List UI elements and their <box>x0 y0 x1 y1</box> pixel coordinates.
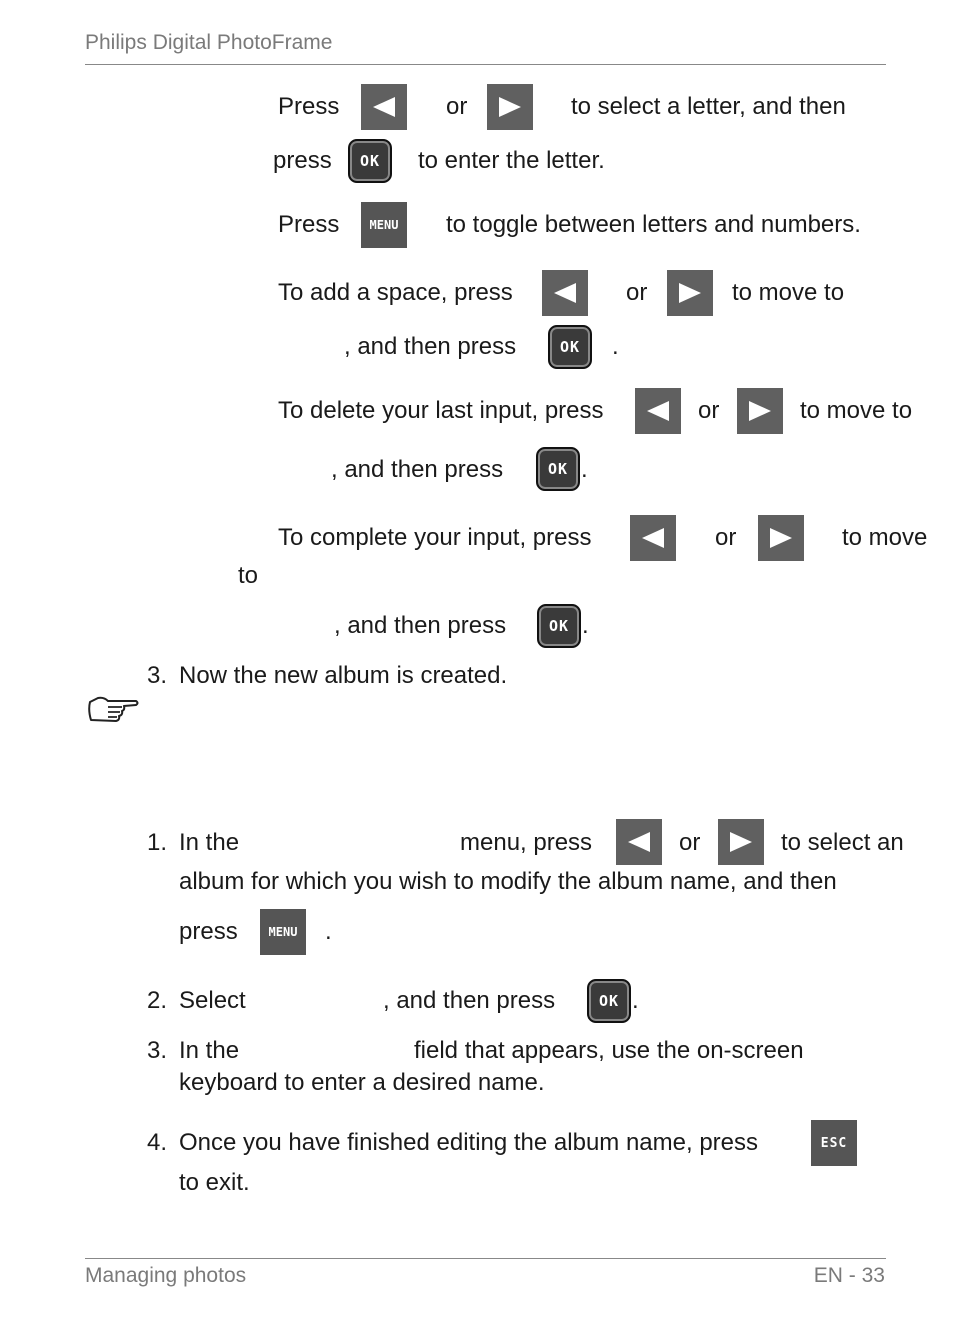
text: keyboard to enter a desired name. <box>179 1069 545 1096</box>
text: album for which you wish to modify the album name, and then <box>179 868 837 895</box>
ok-key: OK <box>548 325 592 369</box>
text: to move <box>842 524 928 551</box>
text: to exit. <box>179 1169 250 1196</box>
text: to toggle between letters and numbers. <box>446 211 861 238</box>
text: to select an <box>781 829 904 856</box>
text: . <box>325 918 332 945</box>
pointing-hand-icon <box>86 694 140 724</box>
footer-rule <box>85 1258 886 1259</box>
left-arrow-key <box>635 388 681 434</box>
running-header: Philips Digital PhotoFrame <box>85 31 333 54</box>
text: press <box>179 918 238 945</box>
text: In the <box>179 1037 240 1064</box>
left-arrow-key <box>616 819 662 865</box>
text: , and then press <box>383 987 556 1014</box>
text: to enter the letter. <box>418 147 605 174</box>
menu-key: MENU <box>260 909 306 955</box>
ok-key: OK <box>536 447 580 491</box>
right-arrow-key <box>758 515 804 561</box>
text: Select <box>179 987 246 1014</box>
list-number: 2. <box>147 987 168 1014</box>
text: To delete your last input, press <box>278 397 604 424</box>
list-number: 1. <box>147 829 168 856</box>
text: press <box>273 147 332 174</box>
text: or <box>446 93 468 120</box>
text: to <box>238 562 259 589</box>
left-arrow-key <box>542 270 588 316</box>
ok-key: OK <box>537 604 581 648</box>
text: . <box>582 612 589 639</box>
ok-key: OK <box>348 139 392 183</box>
text: or <box>698 397 720 424</box>
list-number: 3. <box>147 662 168 689</box>
text: to select a letter, and then <box>571 93 846 120</box>
text: In the <box>179 829 240 856</box>
footer-section: Managing photos <box>85 1264 247 1287</box>
text: Press <box>278 211 340 238</box>
text: or <box>715 524 737 551</box>
text: To add a space, press <box>278 279 513 306</box>
text: , and then press <box>331 456 504 483</box>
text: . <box>612 333 619 360</box>
left-arrow-key <box>361 84 407 130</box>
text: to move to <box>732 279 845 306</box>
header-rule <box>85 64 886 65</box>
list-number: 3. <box>147 1037 168 1064</box>
right-arrow-key <box>718 819 764 865</box>
text: field that appears, use the on-screen <box>414 1037 804 1064</box>
menu-key: MENU <box>361 202 407 248</box>
text: Press <box>278 93 340 120</box>
text: To complete your input, press <box>278 524 592 551</box>
text: or <box>679 829 701 856</box>
text: menu, press <box>460 829 593 856</box>
text: . <box>632 987 639 1014</box>
right-arrow-key <box>667 270 713 316</box>
right-arrow-key <box>487 84 533 130</box>
text: , and then press <box>344 333 517 360</box>
left-arrow-key <box>630 515 676 561</box>
text: Now the new album is created. <box>179 662 508 689</box>
text: , and then press <box>334 612 507 639</box>
text: Once you have finished editing the album name, press <box>179 1129 759 1156</box>
list-number: 4. <box>147 1129 168 1156</box>
text: . <box>581 456 588 483</box>
ok-key: OK <box>587 979 631 1023</box>
text: or <box>626 279 648 306</box>
esc-key: ESC <box>811 1120 857 1166</box>
right-arrow-key <box>737 388 783 434</box>
page-number: EN - 33 <box>813 1264 885 1287</box>
text: to move to <box>800 397 913 424</box>
